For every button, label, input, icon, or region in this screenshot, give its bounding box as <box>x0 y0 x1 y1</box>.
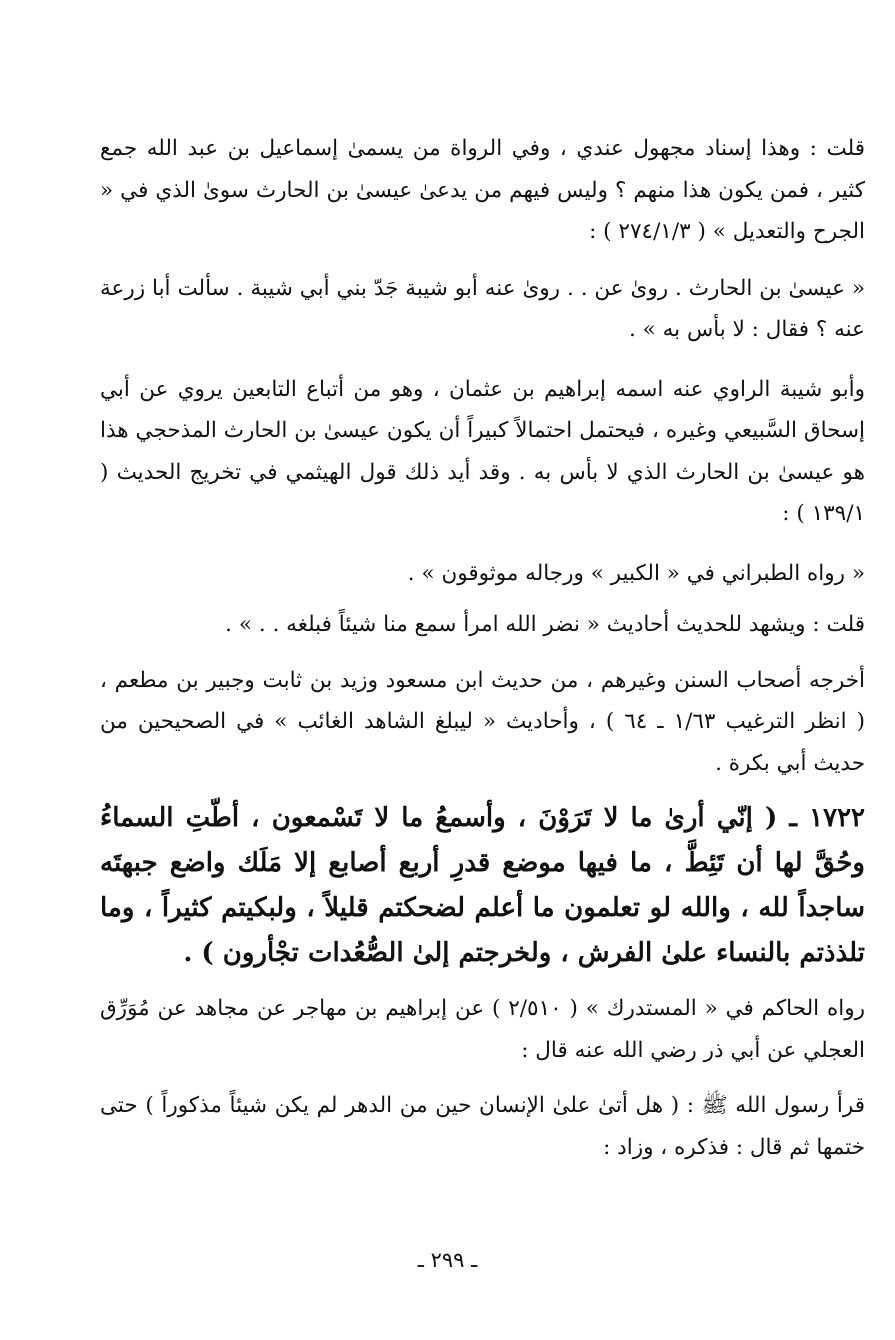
hadith-text: ١٧٢٢ ـ ( إنّي أرىٰ ما لا تَرَوْنَ ، وأسمعُ ما لا تَسْمعون ، أطّتِ السماءُ وحُقَّ لها أن تَئِطَّ ، ما فيها موضع قدرِ أربع أصابع إلا مَلَك واضع جبهتَه ساجداً لله ، والله لو تعلمون ما أعلم لضحكتم قليلاً ، ولبكيتم كثيراً ، وما تلذذتم بالنساء علىٰ الفرش ، ولخرجتم إلىٰ الصُّعُدات تجْأرون ) . <box>100 803 865 968</box>
page-body <box>100 128 865 1168</box>
paragraph-takhrij: أخرجه أصحاب السنن وغيرهم ، من حديث ابن مسعود وزيد بن ثابت وجبير بن مطعم ، ( انظر الترغيب ١/٦٣ ـ ٦٤ ) ، وأحاديث « ليبلغ الشاهد الغائب » في الصحيحين من حديث أبي بكرة . <box>100 667 866 776</box>
page-number: ـ ٢٩٩ ـ <box>417 1248 478 1272</box>
paragraph-recitation: قرأ رسول الله ﷺ : ( هل أتىٰ علىٰ الإنسان حين من الدهر لم يكن شيئاً مذكوراً ) حتى ختمها ثم قال : فذكره ، وزاد : <box>100 1093 865 1160</box>
paragraph-hakim-source: رواه الحاكم في « المستدرك » ( ٢/٥١٠ ) عن إبراهيم بن مهاجر عن مجاهد عن مُوَرِّق العجلي عن أبي ذر رضي الله عنه قال : <box>100 996 865 1063</box>
paragraph-abu-shayba: وأبو شيبة الراوي عنه اسمه إبراهيم بن عثمان ، وهو من أتباع التابعين يروي عن أبي إسحاق السَّبيعي وغيره ، فيحتمل احتمالاً كبيراً أن يكون عيسىٰ بن الحارث المذحجي هذا هو عيسىٰ بن الحارث الذي لا بأس به . وقد أيد ذلك قول الهيثمي في تخريج الحديث ( ١٣٩/١ ) : <box>100 376 865 526</box>
paragraph-shawahid: قلت : ويشهد للحديث أحاديث « نضر الله امرأ سمع منا شيئاً فبلغه . . » . <box>225 612 865 637</box>
paragraph-isnad-note: قلت : وهذا إسناد مجهول عندي ، وفي الرواة من يسمىٰ إسماعيل بن عبد الله جمع كثير ، فمن يكون هذا منهم ؟ وليس فيهم من يدعىٰ عيسىٰ بن الحارث سوىٰ الذي في « الجرح والتعديل » ( ٢٧٤/١/٣ ) : <box>100 136 865 244</box>
paragraph-tabarani-quote: « رواه الطبراني في « الكبير » ورجاله موثوقون » . <box>407 560 865 586</box>
paragraph-jarh-quote: « عيسىٰ بن الحارث . روىٰ عن . . روىٰ عنه أبو شيبة جَدّ بني أبي شيبة . سألت أبا زرعة عنه ؟ فقال : لا بأس به » . <box>100 275 865 342</box>
